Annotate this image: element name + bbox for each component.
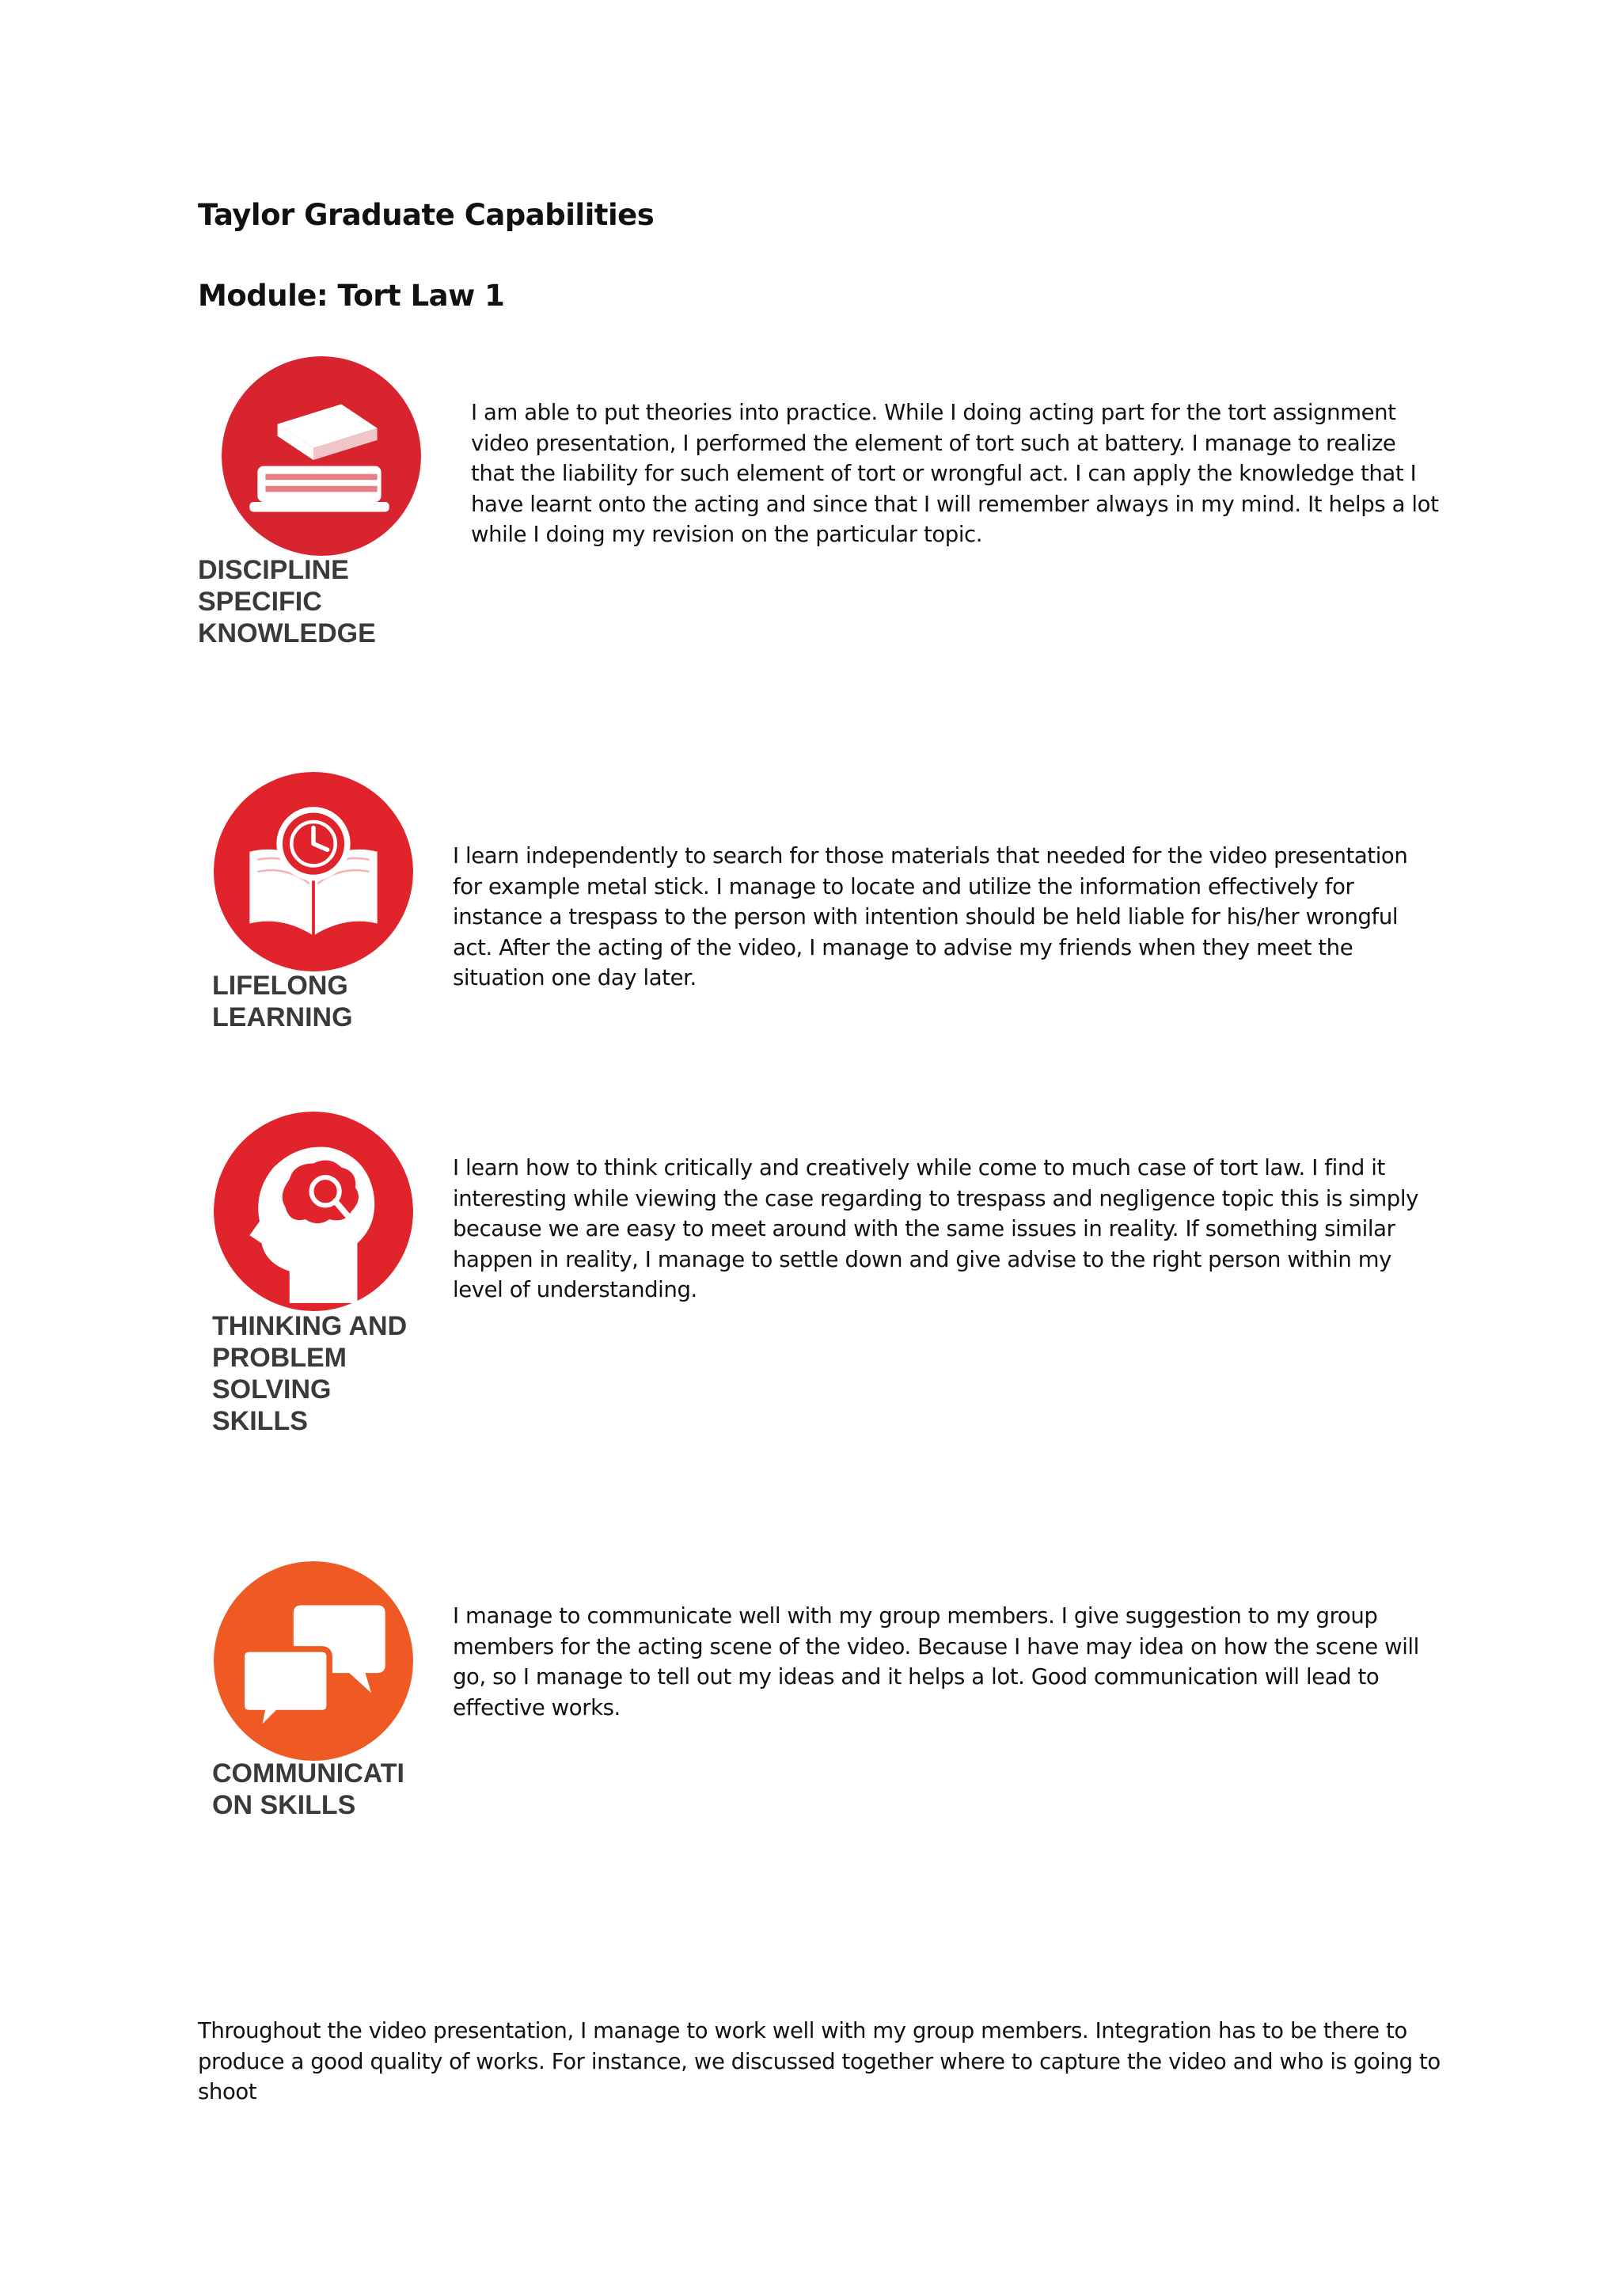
module-title: Module: Tort Law 1 — [198, 279, 505, 313]
capability-description: I am able to put theories into practice. While I doing acting part for the tort assignment video presentation, I performed the element of tort such at battery. I manage to realize that the liability for such element of tort or wrongful act. I can apply the knowledge that I have learnt onto the acting and since that I will remember always in my mind. It helps a lot while I doing my revision on the particular topic. — [471, 400, 1439, 547]
speech-bubbles-icon — [214, 1561, 413, 1761]
books-icon — [222, 356, 421, 556]
clock-book-icon — [214, 772, 413, 971]
capability-description: I learn independently to search for those materials that needed for the video presentation for example metal stick. I manage to locate and utilize the information effectively for instance a trespass to the person with intention should be held liable for his/her wrongful act. After the acting of the video, I manage to advise my friends when they meet the situation one day later. — [453, 843, 1408, 990]
page-title: Taylor Graduate Capabilities — [198, 198, 655, 232]
capability-label: COMMUNICATI ON SKILLS — [212, 1758, 404, 1820]
brain-head-icon — [214, 1112, 413, 1311]
capability-description: I learn how to think critically and creatively while come to much case of tort law. I find it interesting while viewing the case regarding to trespass and negligence topic this is simply because we are easy to meet around with the same issues in reality. If something similar happen in reality, I manage to settle down and give advise to the right person within my level of understanding. — [453, 1155, 1418, 1302]
capability-label: DISCIPLINE SPECIFIC KNOWLEDGE — [198, 555, 376, 648]
capability-description: I manage to communicate well with my group members. I give suggestion to my group members for the acting scene of the video. Because I have may idea on how the scene will go, so I manage to tell out my ideas and it helps a lot. Good communication will lead to effective works. — [453, 1603, 1419, 1720]
capability-label: LIFELONG LEARNING — [212, 971, 353, 1032]
closing-paragraph: Throughout the video presentation, I manage to work well with my group members. Integration has to be there to produce a good quality of works. For instance, we discussed together where to capture the video and who is going to shoot — [198, 2018, 1441, 2104]
capability-label: THINKING AND PROBLEM SOLVING SKILLS — [212, 1311, 408, 1436]
